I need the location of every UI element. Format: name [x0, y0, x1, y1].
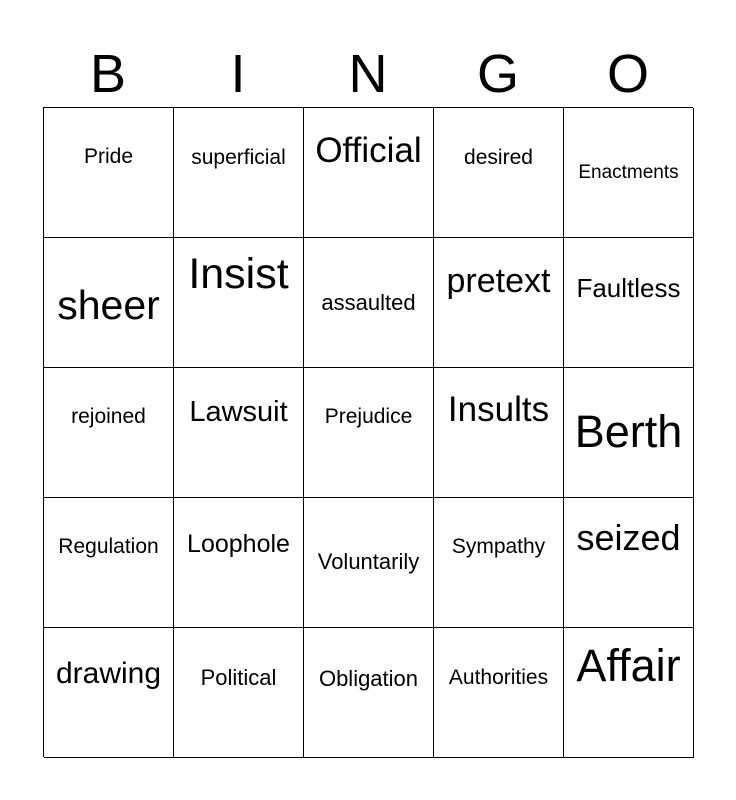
- cell-word: seized: [576, 517, 681, 558]
- cell-word: Obligation: [318, 666, 419, 691]
- cell-word: Berth: [574, 406, 683, 457]
- bingo-cell: [434, 368, 564, 498]
- bingo-cell: [174, 238, 304, 368]
- cell-word: Insults: [447, 390, 550, 429]
- cell-word: assaulted: [321, 290, 416, 315]
- header-letter-g: G: [476, 44, 519, 104]
- bingo-cell: [44, 498, 174, 628]
- bingo-board: [43, 107, 693, 757]
- bingo-cell: [434, 108, 564, 238]
- cell-word: Sympathy: [451, 535, 546, 558]
- cell-word: superficial: [191, 146, 286, 169]
- bingo-cell: [564, 368, 694, 498]
- cell-word: sheer: [57, 282, 160, 328]
- bingo-cell: [304, 628, 434, 758]
- bingo-cell: [434, 498, 564, 628]
- cell-word: Loophole: [187, 530, 290, 558]
- bingo-cell: [174, 498, 304, 628]
- cell-word: Authorities: [448, 666, 549, 689]
- cell-word: Pride: [83, 145, 134, 168]
- bingo-cell: [304, 108, 434, 238]
- bingo-cell: [434, 238, 564, 368]
- cell-word: Lawsuit: [189, 396, 288, 428]
- bingo-header: [43, 42, 693, 106]
- cell-word: desired: [464, 146, 533, 169]
- cell-word: Official: [315, 131, 422, 170]
- cell-word: Regulation: [58, 535, 159, 558]
- bingo-cell: [44, 108, 174, 238]
- bingo-cell: [44, 368, 174, 498]
- cell-word: Voluntarily: [317, 549, 420, 574]
- bingo-cell: [174, 108, 304, 238]
- cell-word: rejoined: [71, 405, 146, 428]
- bingo-cell: [304, 368, 434, 498]
- bingo-cell: [564, 108, 694, 238]
- header-letter-b: B: [89, 44, 127, 104]
- bingo-cell: [564, 238, 694, 368]
- cell-word: Affair: [576, 640, 681, 691]
- cell-word: pretext: [446, 262, 551, 300]
- cell-word: Insist: [188, 250, 289, 298]
- bingo-cell: [44, 628, 174, 758]
- header-letter-i: I: [230, 44, 246, 104]
- bingo-cell: [564, 498, 694, 628]
- header-letter-o: O: [606, 44, 649, 104]
- header-letter-n: N: [348, 44, 388, 104]
- bingo-cell: [174, 368, 304, 498]
- cell-word: drawing: [55, 657, 162, 690]
- bingo-cell: [304, 498, 434, 628]
- bingo-cell: [434, 628, 564, 758]
- bingo-cell: [174, 628, 304, 758]
- bingo-cell: [304, 238, 434, 368]
- cell-word: Enactments: [578, 162, 679, 183]
- cell-word: Political: [200, 665, 277, 690]
- cell-word: Prejudice: [324, 405, 413, 428]
- bingo-cell: [44, 238, 174, 368]
- bingo-cell: [564, 628, 694, 758]
- cell-word: Faultless: [576, 273, 681, 303]
